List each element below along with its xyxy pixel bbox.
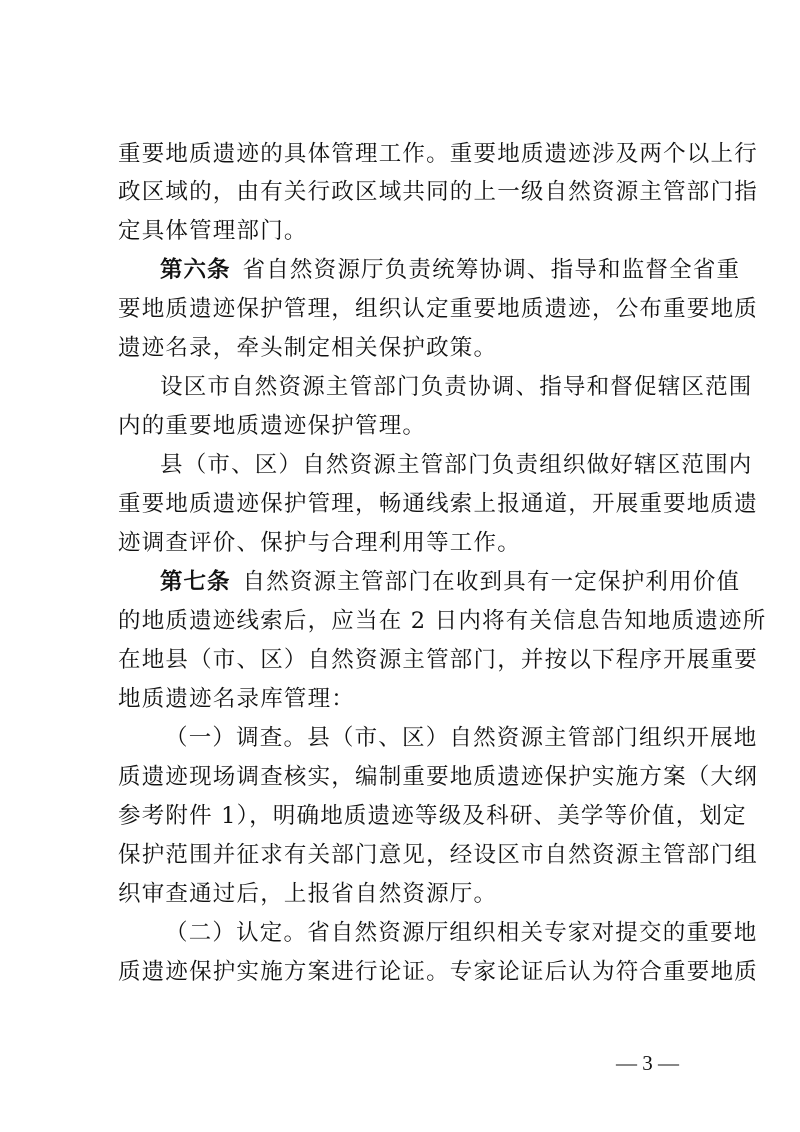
text-line: 县（市、区）自然资源主管部门负责组织做好辖区范围内 [160, 452, 753, 478]
text-line: （二）认定。省自然资源厅组织相关专家对提交的重要地 [165, 920, 758, 946]
text-line: 参考附件 1），明确地质遗迹等级及科研、美学等价值，划定 [118, 803, 747, 829]
text-line: 在地县（市、区）自然资源主管部门，并按以下程序开展重要 [118, 647, 758, 673]
text-segment: 自然资源主管部门在收到具有一定保护利用价值 [242, 569, 741, 595]
text-line: 织审查通过后，上报省自然资源厅。 [118, 881, 498, 907]
text-line: 迹调查评价、保护与合理利用等工作。 [118, 530, 521, 556]
article-seven-line [160, 567, 740, 597]
text-line: 地质遗迹名录库管理： [118, 686, 356, 712]
text-line: 重要地质遗迹的具体管理工作。重要地质遗迹涉及两个以上行 [118, 141, 758, 167]
article-six-line [160, 255, 740, 285]
text-line: 的地质遗迹线索后，应当在 2 日内将有关信息告知地质遗迹所 [118, 608, 767, 634]
article-seven-heading: 第七条 [160, 569, 231, 595]
text-line: 定具体管理部门。 [118, 218, 308, 244]
text-line: 内的重要地质遗迹保护管理。 [118, 413, 427, 439]
text-line: 设区市自然资源主管部门负责协调、指导和督促辖区范围 [160, 374, 753, 400]
text-line: 质遗迹现场调查核实，编制重要地质遗迹保护实施方案（大纲 [118, 764, 758, 790]
text-line: 质遗迹保护实施方案进行论证。专家论证后认为符合重要地质 [118, 959, 758, 985]
text-segment: 省自然资源厅负责统筹协调、指导和监督全省重 [242, 257, 741, 283]
text-line: 政区域的，由有关行政区域共同的上一级自然资源主管部门指 [118, 179, 758, 205]
text-line: 遗迹名录，牵头制定相关保护政策。 [118, 335, 498, 361]
text-line: 要地质遗迹保护管理，组织认定重要地质遗迹，公布重要地质 [118, 296, 758, 322]
text-line: 重要地质遗迹保护管理，畅通线索上报通道，开展重要地质遗 [118, 491, 758, 517]
text-line: （一）调查。县（市、区）自然资源主管部门组织开展地 [165, 725, 758, 751]
page-number: — 3 — [616, 1051, 679, 1075]
article-six-heading: 第六条 [160, 257, 231, 283]
text-line: 保护范围并征求有关部门意见，经设区市自然资源主管部门组 [118, 842, 758, 868]
